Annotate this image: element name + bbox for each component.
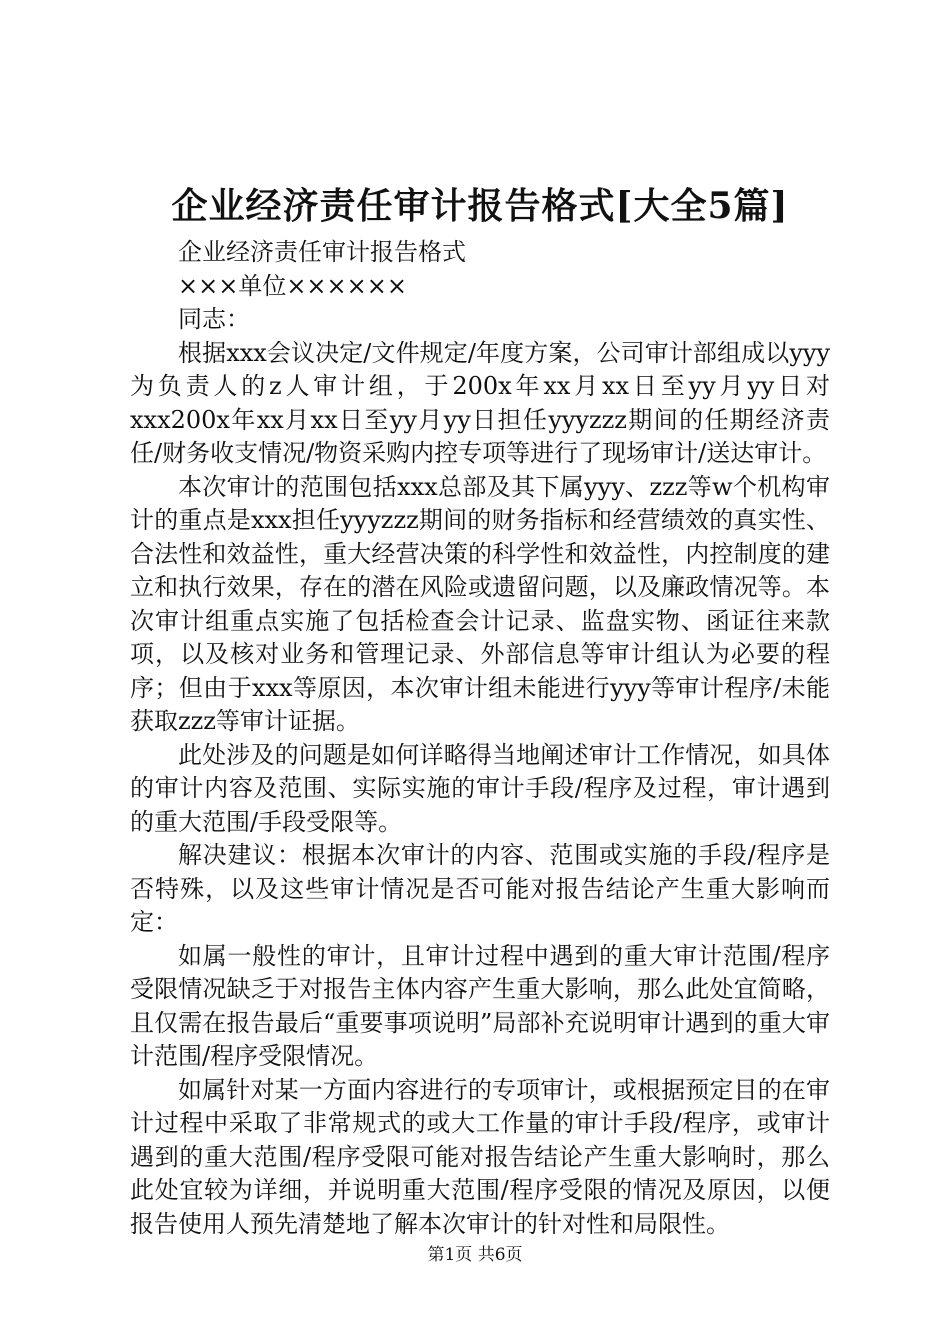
document-title: 企业经济责任审计报告格式[大全5篇] (171, 185, 789, 227)
body-paragraph: 根据xxx会议决定/文件规定/年度方案，公司审计部组成以yyy为负责人的z人审计组，于200x年xx月xx日至yy月yy日对xxx200x年xx月xx日至yy月yy日担任yyyzzz期间的任期经济责任/财务收支情况/物资采购内控专项等进行了现场审计/送达审计。 (130, 338, 830, 467)
document-body (130, 236, 830, 1241)
body-paragraph: 如属一般性的审计，且审计过程中遇到的重大审计范围/程序受限情况缺乏于对报告主体内容产生重大影响，那么此处宜简略，且仅需在报告最后“重要事项说明”局部补充说明审计遇到的重大审计范围/程序受限情况。 (130, 941, 830, 1070)
page-number-footer: 第1页 共6页 (427, 1245, 523, 1265)
body-paragraph: 本次审计的范围包括xxx总部及其下属yyy、zzz等w个机构审计的重点是xxx担任yyyzzz期间的财务指标和经营绩效的真实性、合法性和效益性，重大经营决策的科学性和效益性，内控制度的建立和执行效果，存在的潜在风险或遗留问题，以及廉政情况等。本次审计组重点实施了包括检查会计记录、监盘实物、函证往来款项，以及核对业务和管理记录、外部信息等审计组认为必要的程序；但由于xxx等原因，本次审计组未能进行yyy等审计程序/未能获取zzz等审计证据。 (130, 472, 830, 735)
unit-line: ×××单位×××××× (178, 271, 407, 300)
body-paragraph: 此处涉及的问题是如何详略得当地阐述审计工作情况，如具体的审计内容及范围、实际实施的审计手段/程序及过程，审计遇到的重大范围/手段受限等。 (130, 740, 830, 836)
salutation: 同志： (178, 305, 250, 333)
body-paragraph: 如属针对某一方面内容进行的专项审计，或根据预定目的在审计过程中采取了非常规式的或大工作量的审计手段/程序，或审计遇到的重大范围/程序受限可能对报告结论产生重大影响时，那么此处宜较为详细，并说明重大范围/程序受限的情况及原因，以便报告使用人预先清楚地了解本次审计的针对性和局限性。 (130, 1075, 830, 1238)
subtitle-paragraph: 企业经济责任审计报告格式 (178, 238, 466, 266)
body-paragraph: 解决建议：根据本次审计的内容、范围或实施的手段/程序是否特殊，以及这些审计情况是否可能对报告结论产生重大影响而定： (130, 841, 830, 936)
